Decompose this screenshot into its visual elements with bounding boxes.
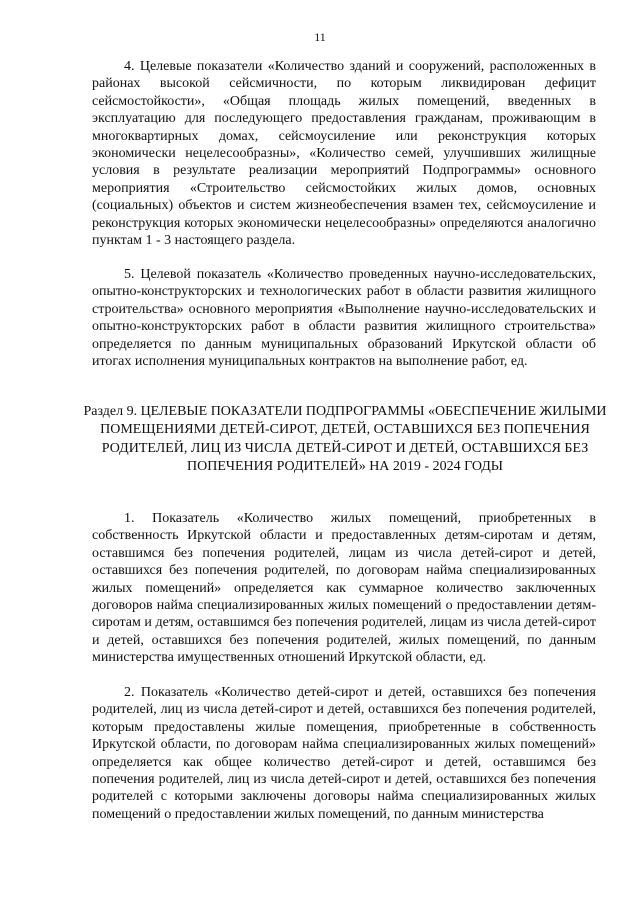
section-title: Раздел 9. ЦЕЛЕВЫЕ ПОКАЗАТЕЛИ ПОДПРОГРАММЫ «ОБЕСПЕЧЕНИЕ ЖИЛЫМИ ПОМЕЩЕНИЯМИ ДЕТЕЙ-СИРОТ, ДЕТЕЙ, ОСТАВШИХСЯ БЕЗ ПОПЕЧЕНИЯ РОДИТЕЛЕЙ, ЛИЦ ИЗ ЧИСЛА ДЕТЕЙ-СИРОТ И ДЕТЕЙ, ОСТАВШИХСЯ БЕЗ ПОПЕЧЕНИЯ РОДИТЕЛЕЙ» НА 2019 - 2024 ГОДЫ [83,404,607,474]
paragraph-5: 5. Целевой показатель «Количество проведенных научно-исследовательских, опытно-конструкторских и технологических работ в области развития жилищного строительства» основного мероприятия «Выполнение научно-исследовательских и опытно-конструкторских работ в области развития жилищного строительства» определяется по данным муниципальных образований Иркутской области об итогах исполнения муниципальных контрактов на выполнение работ, ед. [92,267,596,370]
paragraph-1: 1. Показатель «Количество жилых помещений, приобретенных в собственность Иркутской области и предоставленных детям-сиротам и детям, оставшимся без попечения родителей, лицам из числа детей-сирот и детей, оставшихся без попечения родителей, по договорам найма специализированных жилых помещений» определяется как суммарное количество заключенных договоров найма специализированных жилых помещений о предоставлении детям-сиротам и детям, оставшимся без попечения родителей, лицам из числа детей-сирот и детей, оставшихся без попечения родителей, жилых помещений, по данным министерства имущественных отношений Иркутской области, ед. [92,511,596,666]
paragraph-4: 4. Целевые показатели «Количество зданий и сооружений, расположенных в районах высокой сейсмичности, по которым ликвидирован дефицит сейсмостойкости», «Общая площадь жилых помещений, введенных в эксплуатацию для последующего предоставления гражданам, проживающим в многоквартирных домах, сейсмоусиление или реконструкция которых экономически нецелесообразны», «Количество семей, улучшивших жилищные условия в результате реализации мероприятий Подпрограммы» основного мероприятия «Строительство сейсмостойких жилых домов, основных (социальных) объектов и систем жизнеобеспечения взамен тех, сейсмоусиление и реконструкция которых экономически нецелесообразны» определяются аналогично пунктам 1 - 3 настоящего раздела. [92,59,596,249]
page-number: 11 [314,30,326,44]
paragraph-2: 2. Показатель «Количество детей-сирот и детей, оставшихся без попечения родителей, лиц из числа детей-сирот и детей, оставшихся без попечения родителей, которым предоставлены жилые помещения, приобретенные в собственность Иркутской области, по договорам найма специализированных жилых помещений» определяется как общее количество детей-сирот и детей, оставшимся без попечения родителей, лиц из числа детей-сирот и детей, оставшихся без попечения родителей с которыми заключены договоры найма специализированных жилых помещений о предоставлении жилых помещений, по данным министерства [92,685,596,822]
